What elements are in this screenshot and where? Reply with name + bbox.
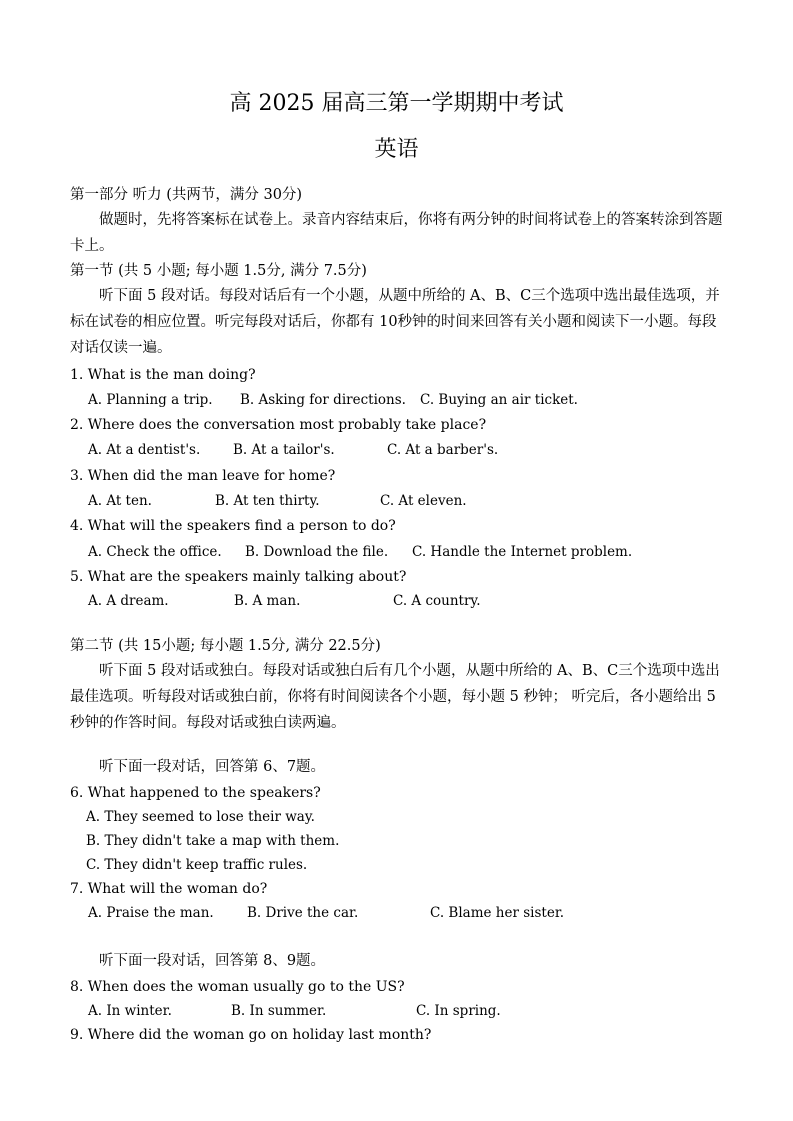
subject-title: 英语: [374, 137, 419, 162]
question-9: 9. Where did the woman go on holiday last month?: [70, 1027, 432, 1043]
q1-option-a: A. Planning a trip.: [88, 392, 213, 408]
section2-heading: 第二节 (共 15小题; 每小题 1.5分, 满分 22.5分): [70, 638, 381, 654]
q2-option-c: C. At a barber's.: [387, 442, 499, 458]
section1-instruction: 听下面 5 段对话。每段对话后有一个小题，从题中所给的 A、B、C三个选项中选出最佳选项，并标在试卷的相应位置。听完每段对话后，你都有 10秒钟的时间来回答有关小题和阅读下一小题。每段对话仅读一遍。: [70, 288, 720, 356]
group-6-7-instruction: 听下面一段对话，回答第 6、7题。: [99, 759, 326, 775]
question-5: 5. What are the speakers mainly talking about?: [70, 569, 407, 585]
q8-option-b: B. In summer.: [231, 1003, 327, 1019]
q5-option-c: C. A country.: [393, 593, 481, 609]
q6-option-b: B. They didn't take a map with them.: [86, 833, 340, 849]
section2-instruction: 听下面 5 段对话或独白。每段对话或独白后有几个小题，从题中所给的 A、B、C三个选项中选出最佳选项。听每段对话或独白前，你将有时间阅读各个小题，每小题 5 秒钟； 听完后，各小题给出 5 秒钟的作答时间。每段对话或独白读两遍。: [70, 663, 720, 731]
q1-option-b: B. Asking for directions.: [240, 392, 406, 408]
q1-option-c: C. Buying an air ticket.: [420, 392, 578, 408]
q6-option-a: A. They seemed to lose their way.: [86, 809, 315, 825]
q4-option-b: B. Download the file.: [245, 544, 389, 560]
q4-option-c: C. Handle the Internet problem.: [412, 544, 633, 560]
q4-option-a: A. Check the office.: [88, 544, 222, 560]
exam-title: 高 2025 届高三第一学期期中考试: [229, 91, 564, 116]
q2-option-b: B. At a tailor's.: [233, 442, 335, 458]
section1-heading: 第一节 (共 5 小题; 每小题 1.5分, 满分 7.5分): [70, 263, 367, 279]
group-8-9-instruction: 听下面一段对话，回答第 8、9题。: [99, 953, 326, 969]
q8-option-c: C. In spring.: [416, 1003, 501, 1019]
q7-option-b: B. Drive the car.: [247, 905, 359, 921]
question-1: 1. What is the man doing?: [70, 367, 256, 383]
question-8: 8. When does the woman usually go to the US?: [70, 979, 405, 995]
q2-option-a: A. At a dentist's.: [88, 442, 201, 458]
q6-option-c: C. They didn't keep traffic rules.: [86, 857, 308, 873]
part1-heading: 第一部分 听力 (共两节，满分 30分): [70, 187, 303, 203]
question-6: 6. What happened to the speakers?: [70, 785, 321, 801]
q5-option-a: A. A dream.: [88, 593, 169, 609]
q5-option-b: B. A man.: [234, 593, 301, 609]
question-7: 7. What will the woman do?: [70, 881, 268, 897]
q3-option-c: C. At eleven.: [380, 493, 467, 509]
q7-option-a: A. Praise the man.: [88, 905, 214, 921]
q3-option-a: A. At ten.: [88, 493, 152, 509]
q8-option-a: A. In winter.: [88, 1003, 172, 1019]
q3-option-b: B. At ten thirty.: [215, 493, 320, 509]
question-2: 2. Where does the conversation most probably take place?: [70, 417, 487, 433]
question-4: 4. What will the speakers find a person to do?: [70, 518, 396, 534]
part1-instruction: 做题时，先将答案标在试卷上。录音内容结束后，你将有两分钟的时间将试卷上的答案转涂到答题卡上。: [70, 212, 723, 254]
q7-option-c: C. Blame her sister.: [430, 905, 565, 921]
question-3: 3. When did the man leave for home?: [70, 468, 336, 484]
